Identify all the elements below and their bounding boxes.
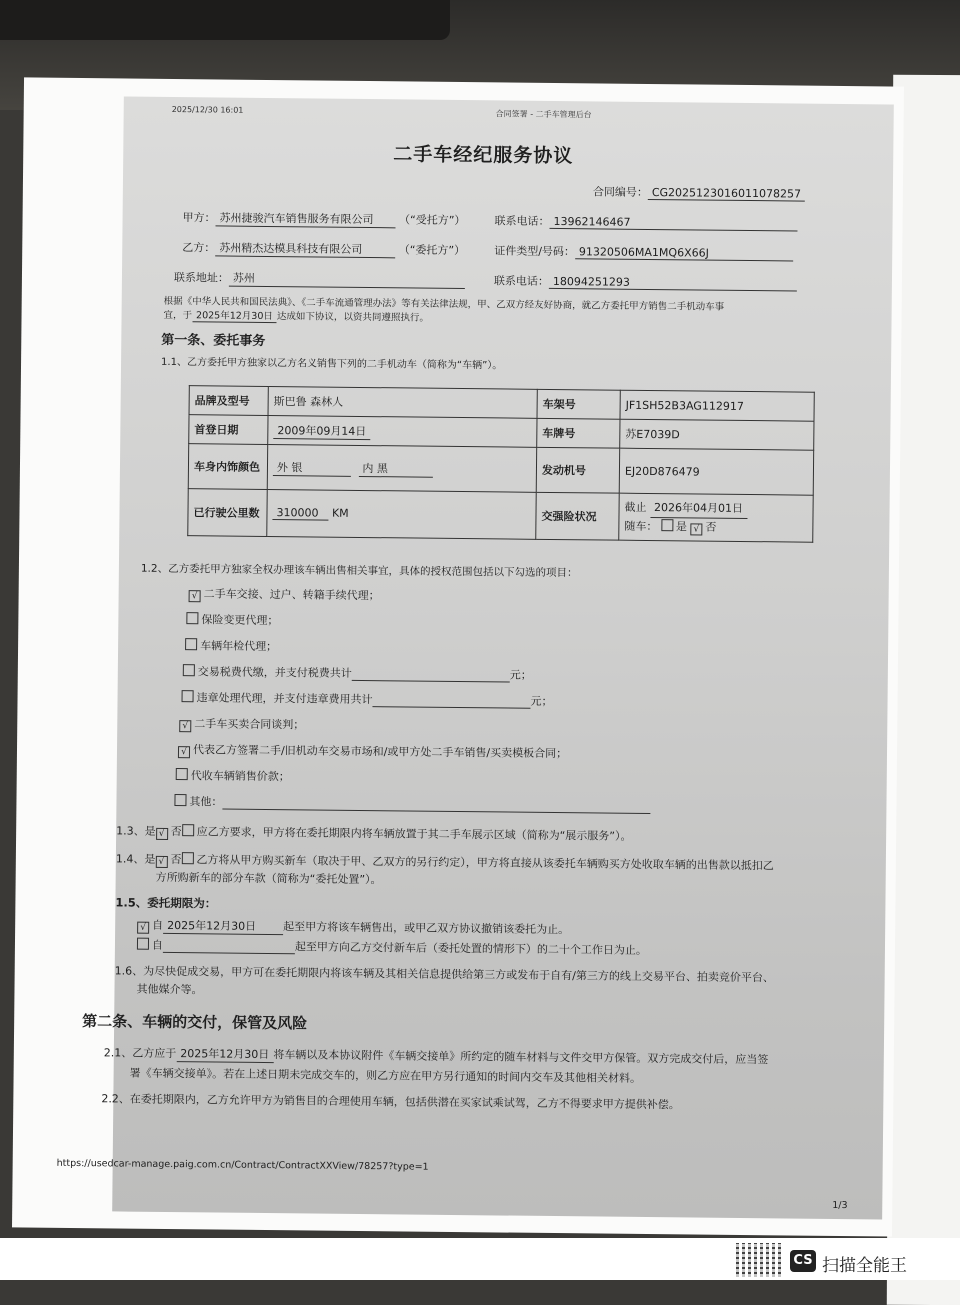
clause-1-5: 1.5、委托期限为： [115, 895, 217, 911]
option-checkbox[interactable] [176, 768, 188, 780]
section-2-heading: 第二条、车辆的交付，保管及风险 [82, 1012, 308, 1033]
reg-value: 2009年09月14日 [273, 422, 370, 440]
mileage-cell [267, 489, 536, 539]
print-datetime: 2025/12/30 16:01 [171, 104, 244, 115]
option-suffix: 元； [509, 668, 532, 682]
color-in: 内 黑 [358, 459, 432, 477]
page-url: https://usedcar-manage.paig.com.cn/Contract/ContractXXView/78257?type=1 [56, 1157, 429, 1173]
authorization-option [178, 741, 567, 762]
printed-area [56, 96, 894, 1219]
intro-line-1: 根据《中华人民共和国民法典》、《二手车流通管理办法》等有关法律法规，甲、乙双方经友好协商，就乙方委托甲方销售二手机动车事 [163, 295, 725, 313]
plate-value: 苏E7039D [620, 419, 814, 450]
qr-code-icon [736, 1243, 782, 1277]
clause-2-2: 2.2、在委托期限内，乙方允许甲方为销售目的合理使用车辆，包括供潜在买家试乘试驾，乙方不得要求甲方提供补偿。 [101, 1092, 680, 1112]
clause-1-6-cont: 其他媒介等。 [136, 982, 203, 997]
clause-1-3-yes-checkbox[interactable]: √ [156, 828, 168, 840]
engine-label: 发动机号 [536, 447, 619, 493]
clause-1-4-yes-checkbox[interactable]: √ [155, 856, 167, 868]
intro-line-2: 宜，于 2025年12月30日 达成如下协议，以资共同遵照执行。 [163, 307, 429, 325]
brand-label: 品牌及型号 [189, 386, 268, 416]
clause-1-3-no-checkbox[interactable] [182, 824, 194, 836]
clause-1-4-no-checkbox[interactable] [181, 852, 193, 864]
option-label: 保险变更代理； [201, 613, 279, 628]
authorization-option [186, 611, 278, 628]
document-page [12, 77, 904, 1236]
option-label: 代收车辆销售价款； [190, 769, 290, 784]
color-label: 车身内饰颜色 [188, 444, 267, 490]
vin-label: 车架号 [537, 389, 620, 419]
option-checkbox[interactable] [183, 664, 195, 676]
option-checkbox[interactable] [185, 638, 197, 650]
option-label: 二手车买卖合同谈判； [194, 717, 305, 732]
option-label: 二手车交接、过户、转籍手续代理； [203, 587, 380, 603]
dark-object [0, 0, 450, 40]
clause-1-4: 1.4、是 √ 否 乙方将从甲方购买新车（取决于甲、乙双方的另行约定），甲方将直接从该委托车辆购买方处收取车辆的出售款以抵扣乙 [115, 852, 774, 873]
authorization-option [174, 793, 650, 814]
document-title: 二手车经纪服务协议 [393, 143, 574, 168]
authorization-option [185, 637, 277, 654]
option-checkbox[interactable] [186, 612, 198, 624]
reg-cell [268, 415, 537, 447]
clause-2-1-cont: 署《车辆交接单》。若在上述日期未完成交车的，则乙方应在甲方另行通知的时间内交车及其他相关材料。 [129, 1066, 642, 1085]
contact-address: 联系地址： 苏州 [174, 269, 465, 289]
term-option-2: 自 起至甲方向乙方交付新车后（委托处置的情形下）的二十个工作日为止。 [137, 937, 647, 958]
blank-line[interactable] [352, 667, 510, 683]
section-1-heading: 第一条、委托事务 [161, 332, 266, 349]
plate-label: 车牌号 [537, 418, 620, 448]
option-checkbox[interactable] [174, 794, 186, 806]
clause-1-2: 1.2、乙方委托甲方独家全权办理该车辆出售相关事宜，具体的授权范围包括以下勾选的项目： [140, 562, 578, 580]
insurance-date: 2026年04月01日 [650, 499, 747, 519]
option-label: 交易税费代缴，并支付税费共计 [197, 665, 352, 680]
mileage-value: 310000 [272, 506, 328, 521]
insurance-yes-checkbox[interactable] [661, 519, 673, 531]
vehicle-table [187, 385, 815, 543]
clause-1-6: 1.6、为尽快促成交易，甲方可在委托期限内将该车辆及其相关信息提供给第三方或发布于自有/第三方的线上交易平台、拍卖竞价平台、 [114, 964, 774, 985]
vin-value: JF1SH52B3AG112917 [620, 390, 814, 421]
color-out: 外 银 [273, 459, 351, 477]
party-b-id: 证件类型/号码： 91320506MA1MQ6X66J [494, 242, 793, 261]
insurance-no-checkbox[interactable]: √ [690, 523, 702, 535]
party-a-row: 甲方： 苏州捷骏汽车销售服务有限公司 （“受托方”） [182, 211, 466, 228]
contract-number: 合同编号： CG2025123016011078257 [593, 183, 805, 201]
page-number: 1/3 [832, 1199, 848, 1212]
clause-1-3: 1.3、是 √ 否 应乙方要求，甲方将在委托期限内将车辆放置于其二手车展示区域（简称为“展示服务”）。 [116, 824, 632, 843]
reg-label: 首登日期 [189, 415, 268, 445]
option-label: 代表乙方签署二手/旧机动车交易市场和/或甲方处二手车销售/买卖模板合同； [192, 743, 568, 761]
blank-line[interactable] [372, 693, 530, 709]
authorization-option [183, 663, 532, 683]
contact-phone: 联系电话： 18094251293 [494, 272, 797, 291]
term-1-checkbox[interactable]: √ [137, 922, 149, 934]
option-checkbox[interactable] [182, 690, 194, 702]
insurance-cell: 截止 2026年04月01日 随车： 是 √ 否 [619, 493, 813, 542]
clause-2-1: 2.1、乙方应于 2025年12月30日 将车辆以及本协议附件《车辆交接单》所约定的随车材料与文件交甲方保管。双方完成交付后，应当签 [103, 1046, 769, 1067]
option-checkbox[interactable]: √ [178, 746, 190, 758]
authorization-option [189, 585, 380, 604]
brand-value: 斯巴鲁 森林人 [268, 386, 537, 418]
party-b-row: 乙方： 苏州精杰达模具科技有限公司 （“委托方”） [182, 241, 466, 258]
mileage-unit: KM [331, 506, 349, 520]
authorization-option [181, 689, 552, 709]
option-checkbox[interactable]: √ [179, 720, 191, 732]
term-option-1: √ 自 2025年12月30日 起至甲方将该车辆售出，或甲乙双方协议撤销该委托为止。 [137, 917, 569, 939]
print-system: 合同签署 - 二手车管理后台 [495, 109, 592, 120]
authorization-option [176, 767, 290, 784]
authorization-option [179, 715, 304, 733]
insurance-label: 交强险状况 [536, 492, 619, 540]
term-2-checkbox[interactable] [137, 938, 149, 950]
clause-1-4-cont: 方所购新车的部分车款（简称为“委托处置”）。 [155, 870, 382, 887]
option-label: 违章处理代理，并支付违章费用共计 [196, 691, 373, 707]
option-checkbox[interactable]: √ [189, 590, 201, 602]
camscanner-logo: CS [790, 1250, 816, 1272]
party-a-phone: 联系电话： 13962146467 [494, 212, 797, 231]
option-label: 车辆年检代理； [200, 639, 278, 654]
option-suffix: 元； [530, 694, 553, 708]
option-label: 其他： [189, 795, 223, 809]
mileage-label: 已行驶公里数 [188, 489, 267, 537]
clause-1-1: 1.1、乙方委托甲方独家以乙方名义销售下列的二手机动车（简称为“车辆”）。 [161, 356, 503, 372]
color-cell [267, 444, 536, 492]
engine-value: EJ20D876479 [619, 448, 813, 495]
blank-line[interactable] [222, 796, 650, 814]
scanner-footer [0, 1238, 960, 1280]
camscanner-name: 扫描全能王 [822, 1256, 907, 1276]
